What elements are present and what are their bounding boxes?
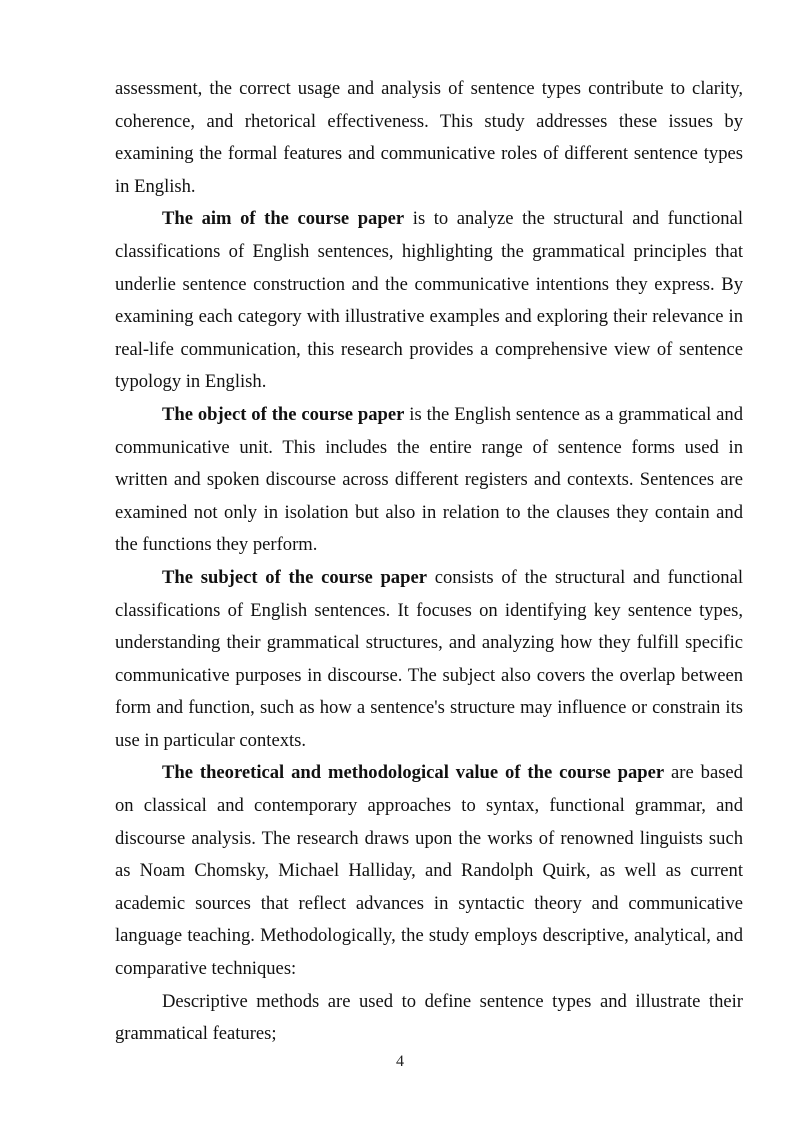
paragraph-lead: The object of the course paper	[162, 403, 405, 425]
paragraph-text: is to analyze the structural and functional classifications of English sentences, highlighting the grammatical principles that underlie sentence construction and the communicative intentions they express. By examining each category with illustrative examples and exploring their relevance in real-life communication, this research provides a comprehensive view of sentence typology in English.	[115, 208, 743, 393]
paragraph-object	[115, 399, 743, 562]
paragraph-text: assessment, the correct usage and analysis of sentence types contribute to clarity, coherence, and rhetorical effectiveness. This study addresses these issues by examining the formal features and communicative roles of different sentence types in English.	[115, 78, 743, 197]
body-text	[115, 73, 743, 1051]
paragraph-subject	[115, 562, 743, 758]
paragraph-continuation	[115, 73, 743, 203]
paragraph-text: consists of the structural and functional classifications of English sentences. It focuses on identifying key sentence types, understanding their grammatical structures, and analyzing how they fulfill specific communicative purposes in discourse. The subject also covers the overlap between form and function, such as how a sentence's structure may influence or constrain its use in particular contexts.	[115, 566, 743, 751]
paragraph-lead: The theoretical and methodological value of the course paper	[162, 762, 665, 784]
paragraph-lead: The subject of the course paper	[162, 566, 427, 588]
page-number: 4	[396, 1053, 404, 1070]
paragraph-text: are based on classical and contemporary approaches to syntax, functional grammar, and discourse analysis. The research draws upon the works of renowned linguists such as Noam Chomsky, Michael Halliday, and Randolph Quirk, as well as current academic sources that reflect advances in syntactic theory and communicative language teaching. Methodologically, the study employs descriptive, analytical, and comparative techniques:	[115, 762, 743, 980]
paragraph-text: is the English sentence as a grammatical and communicative unit. This includes the entire range of sentence forms used in written and spoken discourse across different registers and contexts. Sentences are examined not only in isolation but also in relation to the clauses they contain and the functions they perform.	[115, 403, 744, 556]
paragraph-descriptive-methods	[115, 986, 743, 1051]
paragraph-theoretical-value	[115, 757, 743, 985]
paragraph-text: Descriptive methods are used to define sentence types and illustrate their grammatical features;	[115, 990, 743, 1045]
paragraph-lead: The aim of the course paper	[162, 208, 405, 230]
paragraph-aim	[115, 203, 743, 399]
